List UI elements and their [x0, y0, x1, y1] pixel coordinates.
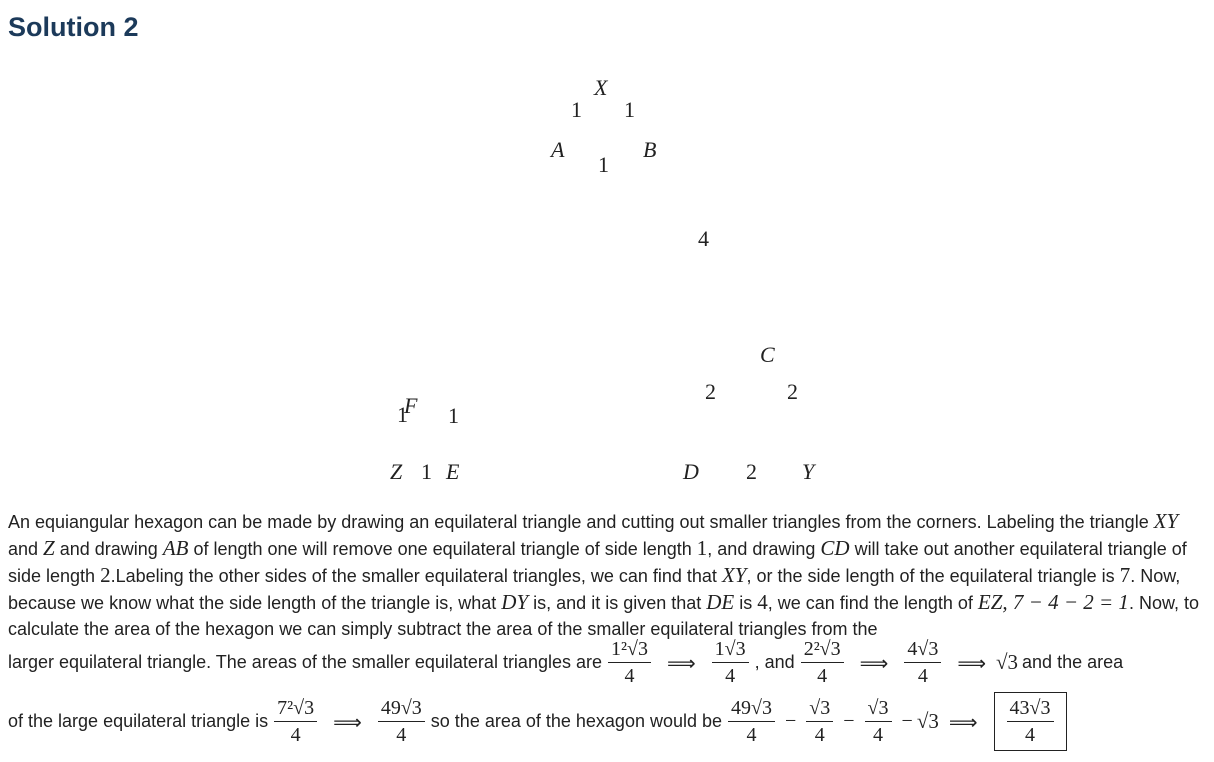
math-sqrt3: √3: [996, 650, 1019, 674]
area-hexagon-line: [8, 692, 1067, 751]
text-run: .Labeling the other sides of the smaller equilateral triangles, we can find that: [110, 566, 722, 586]
numerator: 2²√3: [801, 638, 844, 663]
math-dy: DY: [501, 590, 529, 614]
implies-arrow: ⟹: [957, 650, 986, 675]
vertex-label-f: F: [404, 393, 418, 418]
side-label-cy: 2: [787, 379, 798, 404]
text-run: of the large equilateral triangle is: [8, 711, 269, 731]
denominator: 4: [725, 665, 736, 687]
denominator: 4: [746, 724, 757, 746]
fraction: [378, 697, 425, 746]
numerator: √3: [806, 697, 833, 722]
math-sqrt3: √3: [916, 709, 939, 733]
denominator: 4: [1025, 724, 1035, 746]
text-run: will take out another equilateral triangle of side length: [8, 539, 1187, 586]
text-run: larger equilateral triangle. The areas of the smaller equilateral triangles are: [8, 652, 602, 672]
fraction: [274, 697, 317, 746]
minus-sign: −: [843, 710, 855, 732]
math-xy: XY: [721, 563, 747, 587]
boxed-answer: [994, 692, 1067, 751]
text-run: of length one will remove one equilateral triangle of side length: [188, 539, 697, 559]
denominator: 4: [290, 724, 301, 746]
side-label-xa: 1: [571, 97, 582, 122]
text-run: and the area: [1022, 652, 1124, 672]
vertex-label-e: E: [446, 459, 460, 484]
fraction: [904, 638, 941, 687]
vertex-label-c: C: [760, 342, 775, 367]
numerator: √3: [865, 697, 892, 722]
numerator: 1√3: [712, 638, 749, 663]
implies-arrow: ⟹: [666, 650, 696, 675]
math-cd: CD: [820, 536, 850, 560]
text-run: , and: [754, 652, 795, 672]
side-label-ab: 1: [598, 152, 609, 177]
fraction: [608, 638, 651, 687]
fraction: [712, 638, 749, 687]
denominator: 4: [873, 724, 884, 746]
math-xy: XY: [1153, 509, 1179, 533]
denominator: 4: [917, 665, 928, 687]
side-label-xb: 1: [624, 97, 635, 122]
implies-arrow: ⟹: [948, 709, 978, 734]
text-run: and: [8, 539, 44, 559]
implies-arrow: ⟹: [333, 709, 362, 734]
numerator: 4√3: [904, 638, 941, 663]
math-two: 2: [100, 563, 111, 587]
text-run: , we can find the length of: [767, 593, 978, 613]
text-run: , and drawing: [707, 539, 821, 559]
text-run: , or the side length of the equilateral triangle is: [746, 566, 1120, 586]
side-label-bc: 4: [698, 226, 709, 251]
denominator: 4: [624, 665, 635, 687]
math-z: Z: [43, 536, 55, 560]
vertex-label-b: B: [643, 137, 657, 162]
math-de: DE: [706, 590, 735, 614]
math-ab: AB: [162, 536, 189, 560]
text-run: so the area of the hexagon would be: [430, 711, 723, 731]
text-run: is: [734, 593, 758, 613]
side-label-cd: 2: [705, 379, 716, 404]
denominator: 4: [396, 724, 407, 746]
side-label-dy: 2: [746, 459, 757, 484]
answer-fraction: [1007, 697, 1054, 746]
fraction: [728, 697, 775, 746]
math-ez-equation: EZ, 7 − 4 − 2 = 1: [977, 590, 1129, 614]
text-run: An equiangular hexagon can be made by drawing an equilateral triangle and cutting out smaller triangles from the corners. Labeling the triangle: [8, 512, 1154, 532]
fraction: [806, 697, 833, 746]
side-label-ze: 1: [421, 459, 432, 484]
fraction: [801, 638, 844, 687]
solution-heading: Solution 2: [8, 12, 139, 42]
text-run: . Now, to calculate the area of the hexagon we can simply subtract the area of the smaller equilateral triangles from the: [8, 593, 1199, 639]
math-seven: 7: [1119, 563, 1131, 587]
denominator: 4: [817, 665, 828, 687]
vertex-label-z: Z: [390, 459, 403, 484]
denominator: 4: [814, 724, 825, 746]
numerator: 1²√3: [608, 638, 651, 663]
math-four: 4: [757, 590, 768, 614]
math-one: 1: [696, 536, 708, 560]
solution-paragraph: [8, 508, 1208, 642]
text-run: and drawing: [54, 539, 163, 559]
numerator: 7²√3: [274, 697, 317, 722]
side-label-fz: 1: [397, 402, 408, 427]
vertex-label-a: A: [551, 137, 565, 162]
text-run: . Now, because we know what the side length of the triangle is, what: [8, 566, 1181, 613]
implies-arrow: ⟹: [859, 650, 889, 675]
side-label-fe: 1: [448, 403, 459, 428]
numerator: 49√3: [728, 697, 775, 722]
areas-small-triangles-line: [8, 638, 1123, 687]
minus-sign: −: [785, 710, 797, 732]
fraction: [865, 697, 892, 746]
text-run: is, and it is given that: [528, 593, 707, 613]
numerator: 49√3: [378, 697, 425, 722]
vertex-label-y: Y: [802, 459, 815, 484]
vertex-label-x: X: [594, 75, 608, 100]
vertex-label-d: D: [683, 459, 699, 484]
minus-sign: −: [901, 710, 913, 732]
numerator: 43√3: [1007, 697, 1054, 722]
